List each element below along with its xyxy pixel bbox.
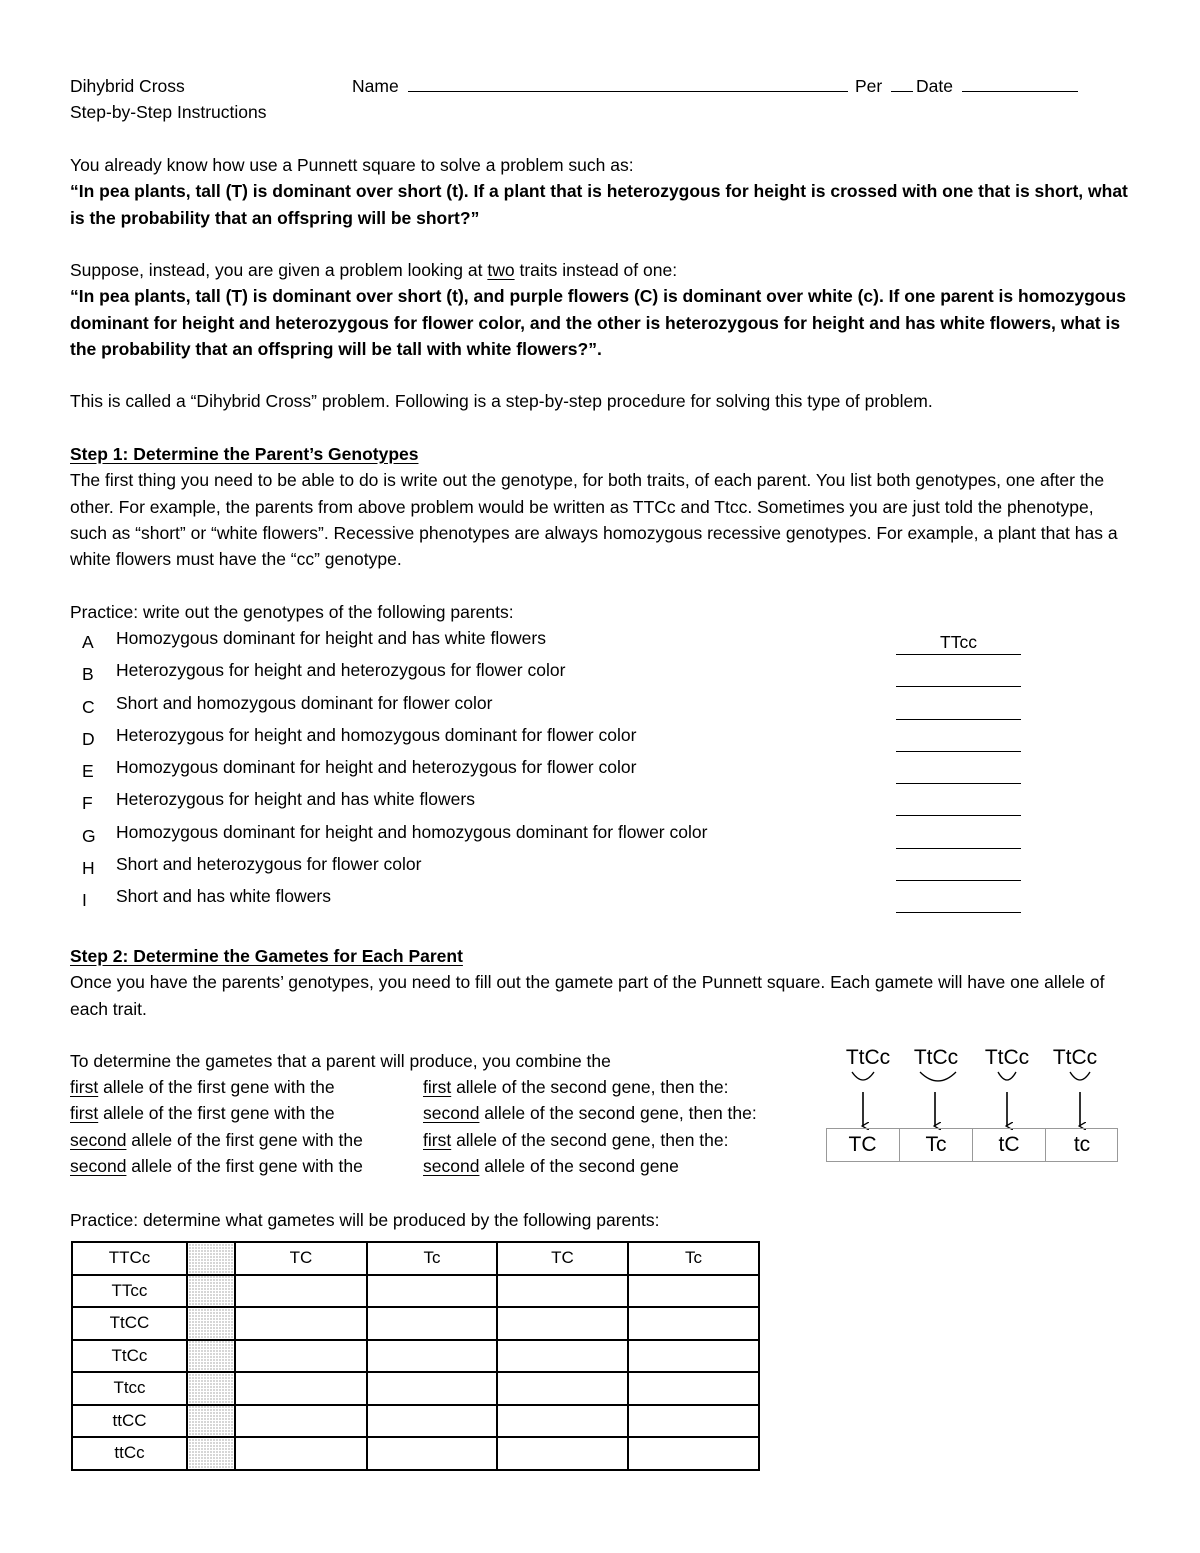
genotype-answer-blank[interactable] (896, 822, 1021, 849)
dihybrid-example-problem: “In pea plants, tall (T) is dominant over short (t), and purple flowers (C) is dominant over white (c). If one parent is homozygous dominant for height and heterozygous for flower color, and the other is heterozygous for height and has white flowers, what is the probability that an offspring will be tall with white flowers?”. (70, 286, 1126, 359)
gamete-cell[interactable] (235, 1405, 367, 1438)
intro-line-3: This is called a “Dihybrid Cross” problem. Following is a step-by-step procedure for solving this type of problem. (70, 391, 933, 411)
rule-second-gene: first allele of the second gene, then the: (423, 1077, 729, 1097)
genotype-practice-list (70, 628, 1030, 919)
genotype-practice-item (70, 725, 1030, 757)
item-description: Heterozygous for height and homozygous dominant for flower color (116, 724, 637, 745)
item-description: Short and has white flowers (116, 886, 331, 907)
gamete-result-4: tc (1045, 1128, 1118, 1162)
shaded-cell (187, 1437, 235, 1470)
date-field[interactable] (916, 73, 1078, 99)
genotype-practice-item (70, 854, 1030, 886)
step1-practice-prompt: Practice: write out the genotypes of the following parents: (70, 602, 514, 622)
gamete-cell[interactable] (628, 1307, 759, 1340)
genotype-answer-blank[interactable] (896, 725, 1021, 752)
gamete-cell[interactable] (628, 1340, 759, 1373)
curve-4 (1070, 1072, 1090, 1080)
gamete-cell[interactable] (235, 1437, 367, 1470)
rule-first-gene: second allele of the first gene with the (70, 1155, 363, 1176)
diagram-genotype-2: TtCc (913, 1046, 959, 1069)
gamete-cell[interactable] (235, 1372, 367, 1405)
shaded-cell (187, 1372, 235, 1405)
item-letter: B (82, 664, 94, 685)
table-row (72, 1372, 759, 1405)
item-letter: F (82, 793, 93, 814)
shaded-cell (187, 1275, 235, 1308)
gamete-cell[interactable] (497, 1405, 628, 1438)
gamete-cell[interactable] (367, 1307, 497, 1340)
table-row (72, 1242, 759, 1275)
shaded-cell (187, 1242, 235, 1275)
item-letter: D (82, 728, 95, 749)
gamete-cell[interactable] (235, 1307, 367, 1340)
item-letter: H (82, 858, 95, 879)
intro-section-2 (70, 257, 1135, 362)
genotype-practice-item (70, 757, 1030, 789)
curve-1 (852, 1072, 874, 1080)
gamete-diagram (826, 1046, 1118, 1166)
gamete-cell[interactable] (497, 1275, 628, 1308)
diagram-genotype-4: TtCc (1052, 1046, 1098, 1069)
genotype-answer-blank[interactable]: TTcc (896, 628, 1021, 655)
step2-heading: Step 2: Determine the Gametes for Each Parent (70, 946, 463, 966)
shaded-cell (187, 1340, 235, 1373)
shaded-cell (187, 1307, 235, 1340)
per-blank[interactable] (891, 73, 913, 92)
intro-line-2: Suppose, instead, you are given a problem looking at two traits instead of one: (70, 260, 678, 280)
item-description: Homozygous dominant for height and has white flowers (116, 628, 546, 648)
table-row (72, 1437, 759, 1470)
table-row (72, 1340, 759, 1373)
name-blank[interactable] (408, 73, 848, 92)
name-field[interactable] (352, 73, 848, 99)
genotype-answer-blank[interactable] (896, 757, 1021, 784)
worksheet-subtitle: Step-by-Step Instructions (70, 102, 267, 122)
rule-second-gene: second allele of the second gene (423, 1155, 679, 1176)
table-row (72, 1275, 759, 1308)
gamete-cell[interactable] (497, 1307, 628, 1340)
diagram-genotype-3: TtCc (984, 1046, 1030, 1069)
parent-genotype-cell: TtCc (72, 1340, 187, 1373)
gamete-result-1: TC (848, 1133, 877, 1156)
step2-practice-prompt: Practice: determine what gametes will be produced by the following parents: (70, 1210, 660, 1230)
intro-section (70, 152, 1135, 231)
rule-second-gene: second allele of the second gene, then the: (423, 1103, 757, 1124)
genotype-answer-blank[interactable] (896, 886, 1021, 913)
item-description: Homozygous dominant for height and homozygous dominant for flower color (116, 821, 708, 842)
name-label: Name (352, 76, 399, 96)
gamete-cell[interactable] (367, 1405, 497, 1438)
item-description: Heterozygous for height and heterozygous for flower color (116, 660, 566, 681)
gamete-cell[interactable] (628, 1437, 759, 1470)
gamete-cell[interactable] (367, 1275, 497, 1308)
gamete-cell[interactable] (367, 1372, 497, 1405)
date-blank[interactable] (962, 73, 1078, 92)
genotype-answer-blank[interactable] (896, 789, 1021, 816)
step1-body: The first thing you need to be able to do is write out the genotype, for both traits, of each parent. You list both genotypes, one after the other. For example, the parents from above problem would be written as TTCc and Ttcc. Sometimes you are just told the phenotype, such as “short” or “white flowers”. Recessive phenotypes are always homozygous recessive genotypes. For example, a plant that has a white flowers must have the “cc” genotype. (70, 470, 1118, 570)
intro-example-problem: “In pea plants, tall (T) is dominant over short (t). If a plant that is heterozygous for height is crossed with one that is short, what is the probability that an offspring will be short?” (70, 181, 1128, 228)
item-description: Homozygous dominant for height and heterozygous for flower color (116, 757, 637, 778)
step1-section (70, 441, 1135, 572)
gamete-result-3: tC (972, 1128, 1045, 1162)
item-letter: I (82, 890, 87, 911)
item-letter: A (82, 632, 94, 652)
gamete-cell[interactable]: Tc (628, 1242, 759, 1275)
gamete-cell[interactable] (367, 1340, 497, 1373)
genotype-practice-item (70, 660, 1030, 692)
parent-genotype-cell: TtCC (72, 1307, 187, 1340)
gamete-result-2: Tc (899, 1128, 972, 1162)
per-label: Per (855, 76, 883, 96)
worksheet-title: Dihybrid Cross (70, 76, 185, 96)
item-letter: G (82, 825, 96, 846)
shaded-cell (187, 1405, 235, 1438)
rule-first-gene: first allele of the first gene with the (70, 1077, 335, 1097)
diagram-genotype-1: TtCc (845, 1046, 891, 1069)
step2-section (70, 943, 1135, 1022)
period-field[interactable] (855, 73, 913, 99)
parent-genotype-cell: Ttcc (72, 1372, 187, 1405)
gamete-cell[interactable] (497, 1437, 628, 1470)
parent-genotype-cell: ttCC (72, 1405, 187, 1438)
gamete-cell[interactable] (235, 1275, 367, 1308)
gamete-cell[interactable] (497, 1340, 628, 1373)
curve-2 (920, 1072, 956, 1081)
step1-heading: Step 1: Determine the Parent’s Genotypes (70, 444, 419, 464)
gamete-cell[interactable] (628, 1372, 759, 1405)
gamete-cell[interactable] (628, 1275, 759, 1308)
gamete-practice-table (71, 1241, 760, 1471)
item-description: Short and homozygous dominant for flower color (116, 692, 493, 713)
genotype-practice-item (70, 789, 1030, 821)
gamete-cell[interactable]: TC (235, 1242, 367, 1275)
genotype-answer-blank[interactable] (896, 660, 1021, 687)
genotype-practice-item (70, 886, 1030, 918)
genotype-practice-item (70, 822, 1030, 854)
rule-first-gene: first allele of the first gene with the (70, 1103, 335, 1124)
genotype-practice-item (70, 693, 1030, 725)
gamete-cell[interactable] (497, 1372, 628, 1405)
parent-genotype-cell: ttCc (72, 1437, 187, 1470)
gamete-cell[interactable]: TC (497, 1242, 628, 1275)
step2-body: Once you have the parents’ genotypes, you need to fill out the gamete part of the Punnett square. Each gamete will have one allele of each trait. (70, 972, 1105, 1019)
gamete-cell[interactable] (235, 1340, 367, 1373)
item-letter: E (82, 761, 94, 782)
rule-second-gene: first allele of the second gene, then the: (423, 1129, 729, 1150)
genotype-practice-item (70, 628, 1030, 660)
parent-genotype-cell: TTcc (72, 1275, 187, 1308)
item-description: Short and heterozygous for flower color (116, 854, 422, 875)
date-label: Date (916, 76, 953, 96)
gamete-cell[interactable] (367, 1437, 497, 1470)
intro-line: You already know how use a Punnett square to solve a problem such as: (70, 155, 634, 175)
gamete-cell[interactable]: Tc (367, 1242, 497, 1275)
gamete-cell[interactable] (628, 1405, 759, 1438)
parent-genotype-cell: TTCc (72, 1242, 187, 1275)
item-description: Heterozygous for height and has white flowers (116, 789, 475, 810)
rule-first-gene: second allele of the first gene with the (70, 1129, 363, 1150)
gamete-rule-intro: To determine the gametes that a parent will produce, you combine the (70, 1051, 611, 1071)
table-row (72, 1307, 759, 1340)
curve-3 (998, 1072, 1016, 1080)
genotype-answer-blank[interactable] (896, 693, 1021, 720)
table-row (72, 1405, 759, 1438)
item-letter: C (82, 696, 95, 717)
genotype-answer-blank[interactable] (896, 854, 1021, 881)
